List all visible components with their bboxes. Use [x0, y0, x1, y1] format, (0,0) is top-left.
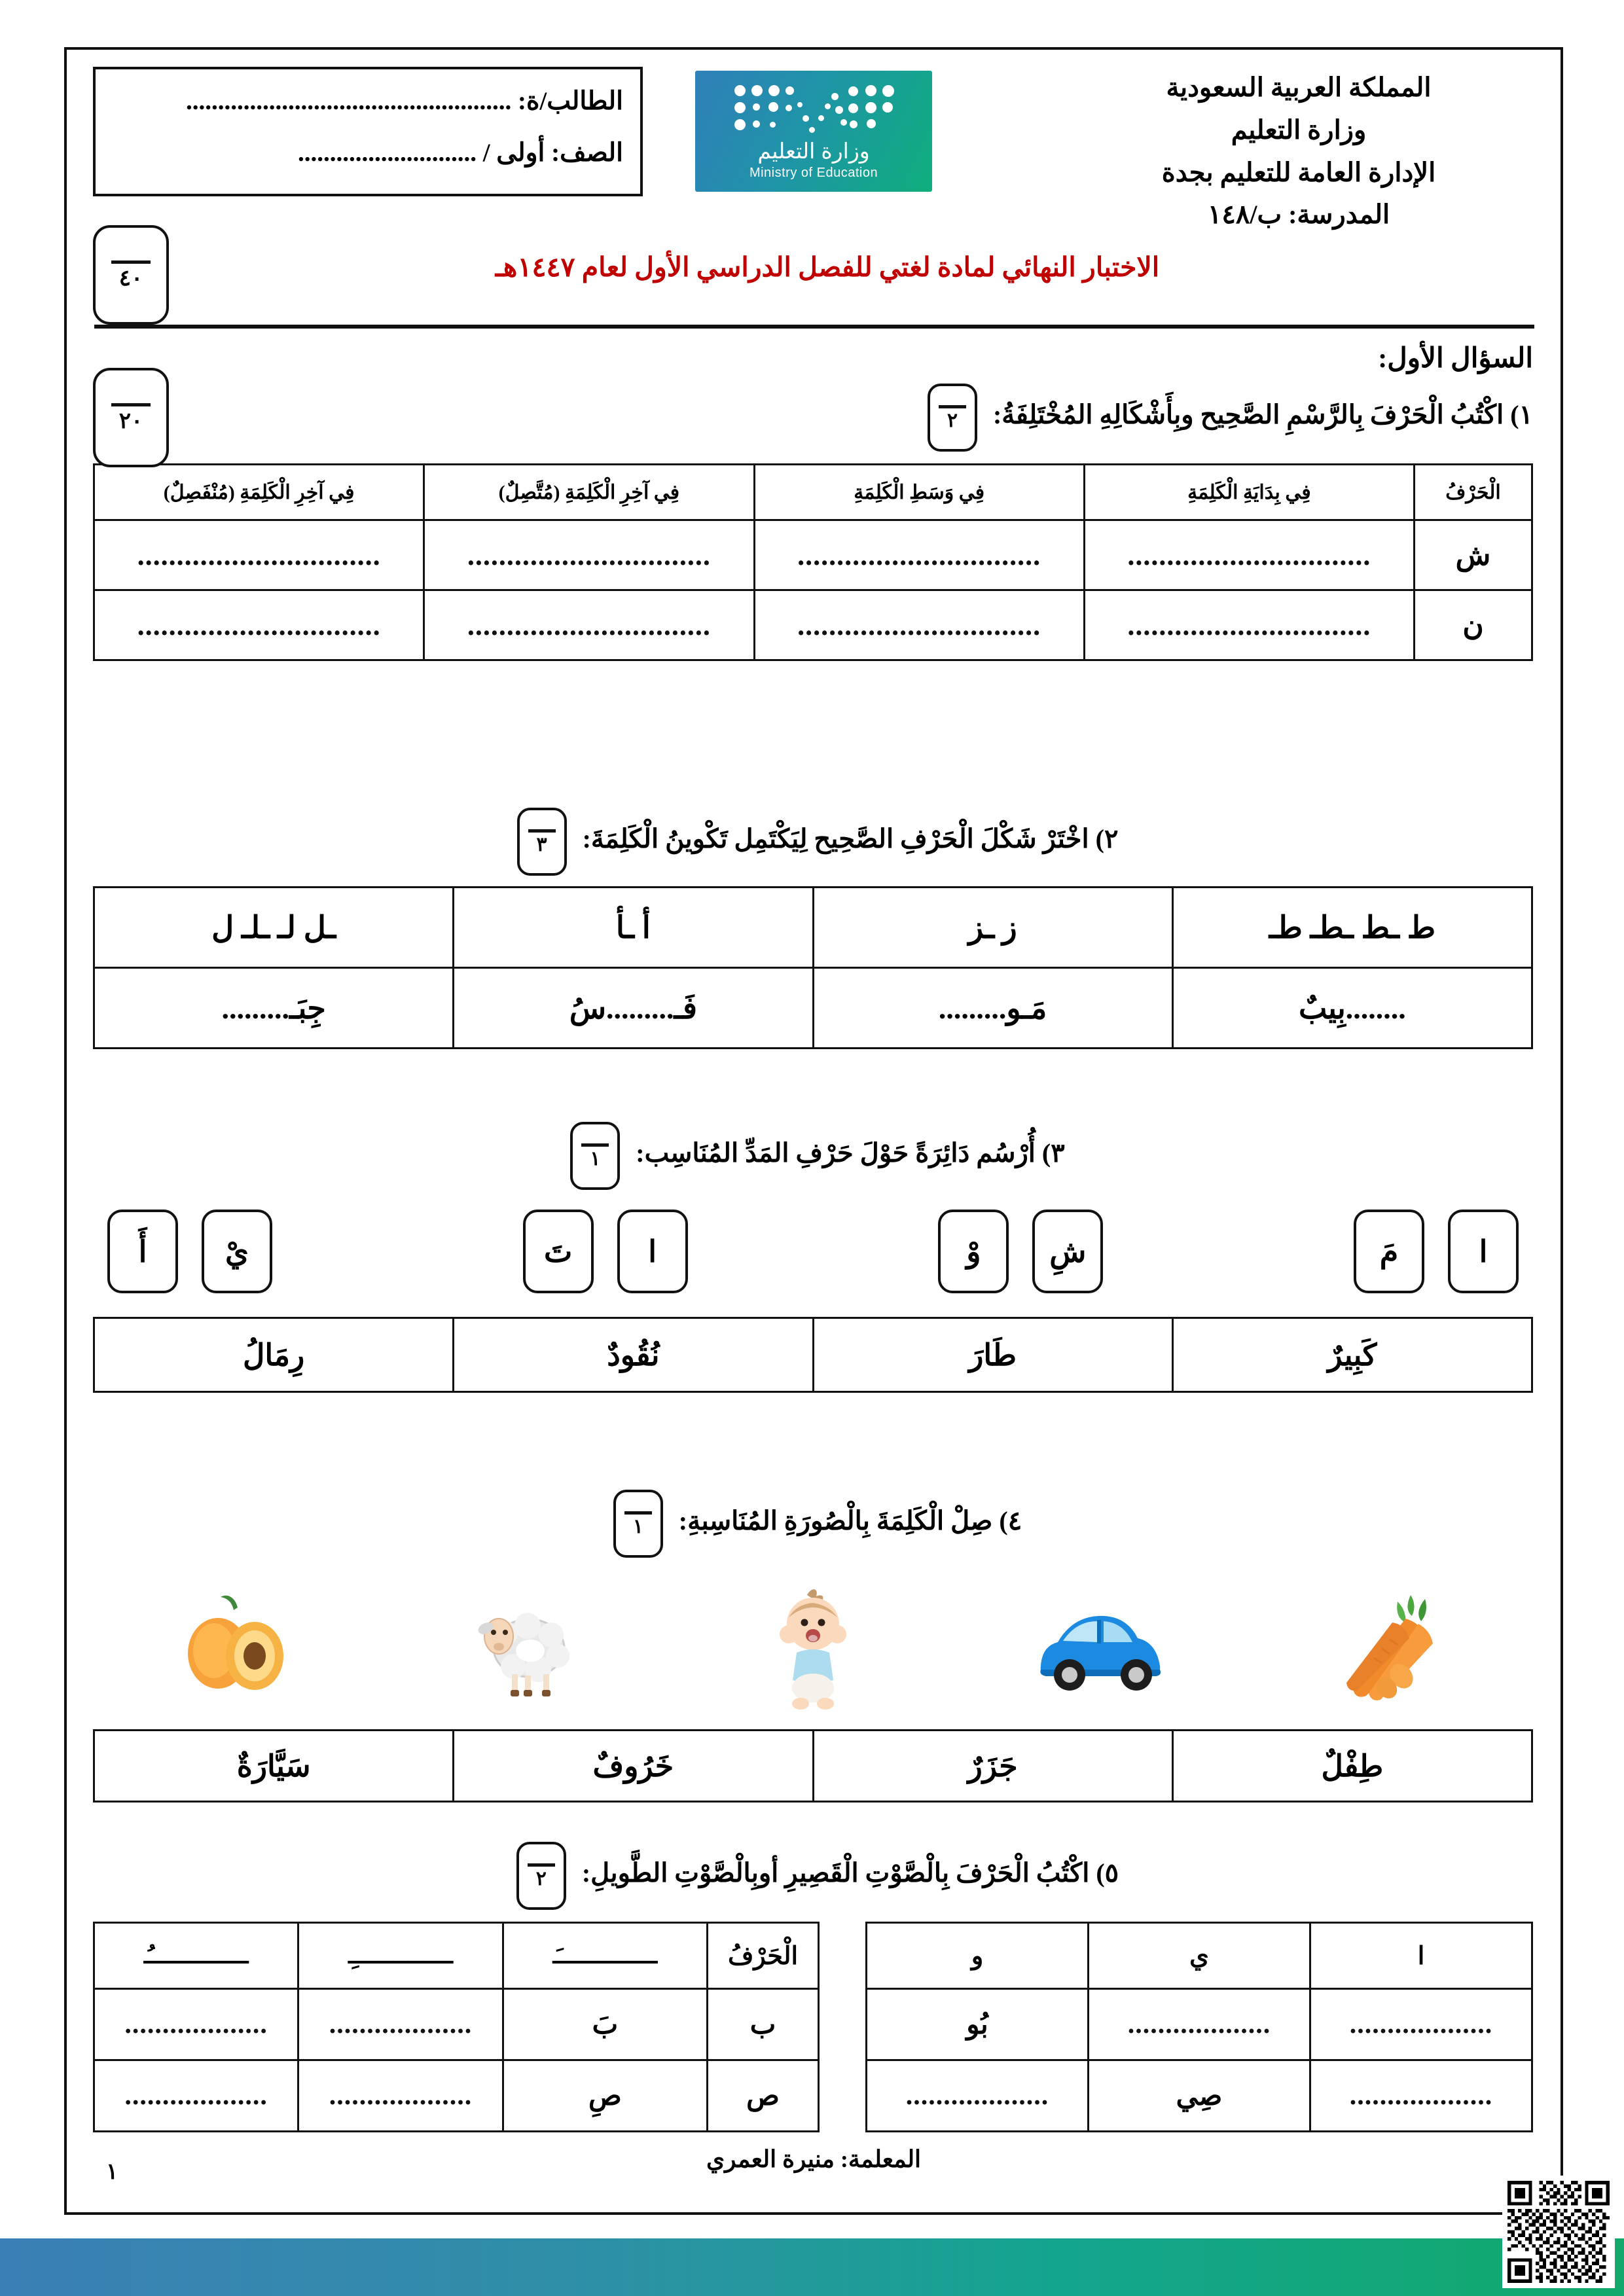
col-header-kasra: ـــــــِ: [298, 1923, 503, 1989]
col-header-ya: ي: [1089, 1923, 1310, 1989]
student-name-row: [113, 86, 623, 116]
col-header-fatha: ـــــــَ: [503, 1923, 707, 1989]
table-row: [94, 1731, 1532, 1802]
word-cell[interactable]: جِبَـ.........: [94, 968, 454, 1049]
question-2-mark-box: [517, 808, 567, 876]
question-2-table: [93, 886, 1533, 1049]
section-one: [93, 342, 1533, 661]
question-1-mark-box: [928, 384, 977, 452]
option-cell-alef[interactable]: أ ـأ: [454, 888, 813, 968]
question-1-text: اكْتُبُ الْحَرْفَ بِالرَّسْمِ الصَّحِيح وبِأَشْكَالِهِ المُخْتَلِفَةُ:: [992, 400, 1504, 430]
table-row: [867, 1989, 1532, 2060]
answer-cell[interactable]: ...............................: [94, 520, 424, 590]
question-4-picture-row: [93, 1575, 1533, 1712]
question-2-section: [93, 808, 1533, 1049]
header-line-school: المدرسة: ب/١٤٨: [1207, 200, 1390, 230]
mark-divider: [528, 829, 556, 833]
table-header-row: [94, 1923, 819, 1989]
student-class-input[interactable]: ............................: [297, 139, 477, 167]
answer-cell[interactable]: ...................: [867, 2060, 1089, 2132]
logo-dot-pattern: [732, 82, 895, 137]
total-mark-box: [93, 225, 169, 325]
page-header: [67, 58, 1561, 230]
mark-divider: [111, 403, 151, 406]
choice-pair: [1354, 1210, 1519, 1293]
question-4-mark-value: ١: [632, 1515, 643, 1537]
question-5-mark-value: ٢: [535, 1867, 547, 1890]
sheep-icon[interactable]: [450, 1581, 600, 1712]
question-1-heading: [93, 384, 1533, 452]
question-2-heading: [93, 808, 1533, 876]
answer-cell[interactable]: ...................: [94, 1989, 298, 2060]
choice-bubble[interactable]: شِ: [1032, 1210, 1103, 1293]
choice-pair: [107, 1210, 272, 1293]
question-5-section: [93, 1842, 1533, 2132]
exam-page: [64, 47, 1563, 2215]
question-3-mark-value: ١: [590, 1147, 601, 1170]
col-header-end-separate: فِي آخِرِ الْكَلِمَةِ (مُنْفَصِلٌ): [94, 465, 424, 520]
answer-cell[interactable]: ...................: [1310, 2060, 1532, 2132]
word-cell[interactable]: كَبِيرٌ: [1172, 1318, 1532, 1392]
word-cell[interactable]: جَزَرٌ: [813, 1731, 1172, 1802]
answer-cell[interactable]: صِي: [1089, 2060, 1310, 2132]
choice-bubble[interactable]: تَ: [523, 1210, 594, 1293]
word-cell[interactable]: نُقُودٌ: [454, 1318, 813, 1392]
question-5-number: ٥): [1096, 1858, 1119, 1888]
logo-english-label: Ministry of Education: [749, 165, 878, 180]
col-header-waw: و: [867, 1923, 1089, 1989]
option-cell-ta[interactable]: ط ـط ـطـ طـ: [1172, 888, 1532, 968]
table-row: [94, 2060, 819, 2132]
word-cell[interactable]: خَرُوفٌ: [454, 1731, 813, 1802]
student-class-label: الصف: أولى /: [482, 139, 623, 167]
choice-bubble[interactable]: ا: [617, 1210, 688, 1293]
choice-pair: [523, 1210, 688, 1293]
answer-cell[interactable]: ...............................: [1084, 520, 1414, 590]
col-header-damma: ـــــــُ: [94, 1923, 298, 1989]
answer-cell[interactable]: بُو: [867, 1989, 1089, 2060]
answer-cell[interactable]: بَ: [503, 1989, 707, 2060]
table-header-row: [94, 465, 1532, 520]
answer-cell[interactable]: ...............................: [94, 590, 424, 660]
question-4-mark-box: [613, 1490, 663, 1558]
question-2-number: ٢): [1095, 824, 1119, 854]
col-header-letter: الْحَرْفُ: [708, 1923, 819, 1989]
choice-bubble[interactable]: ا: [1448, 1210, 1519, 1293]
page-footer: [67, 2145, 1561, 2185]
section-one-mark-value: ٢٠: [118, 408, 143, 433]
answer-cell[interactable]: ...................: [94, 2060, 298, 2132]
table-row: [94, 520, 1532, 590]
teacher-name: المعلمة: منيرة العمري: [706, 2146, 922, 2172]
question-5-short-vowel-table: [93, 1922, 820, 2132]
choice-bubble[interactable]: أَ: [107, 1210, 178, 1293]
question-3-number: ٣): [1041, 1138, 1065, 1168]
mark-divider: [581, 1143, 609, 1147]
section-one-label: السؤال الأول:: [1378, 344, 1533, 374]
word-cell[interactable]: فَـ.........سُ: [454, 968, 813, 1049]
student-info-box: [93, 67, 643, 196]
question-4-section: [93, 1490, 1533, 1803]
option-cell-lam[interactable]: ـل لـ ـلـ ل: [94, 888, 454, 968]
answer-cell[interactable]: ...................: [298, 1989, 503, 2060]
question-1-table: [93, 463, 1533, 661]
mark-divider: [624, 1511, 652, 1515]
choice-bubble[interactable]: وْ: [938, 1210, 1009, 1293]
answer-cell[interactable]: ...................: [298, 2060, 503, 2132]
answer-cell[interactable]: ...............................: [754, 590, 1084, 660]
row-letter-noon: ن: [1415, 590, 1532, 660]
question-4-text: صِلْ الْكَلِمَةَ بِالْصُورَةِ المُنَاسِبةِ:: [678, 1506, 993, 1536]
question-5-mark-box: [516, 1842, 566, 1910]
qr-code[interactable]: [1502, 2176, 1615, 2288]
choice-bubble[interactable]: يْ: [202, 1210, 272, 1293]
answer-cell[interactable]: ...................: [1310, 1989, 1532, 2060]
section-one-mark-box: [93, 368, 169, 467]
word-cell[interactable]: سَيَّارَةٌ: [94, 1731, 454, 1802]
row-letter-sad: ص: [708, 2060, 819, 2132]
question-5-text: اكْتُبُ الْحَرْفَ بِالْصَّوْتِ الْقَصِيرِ أوبِالْصَّوْتِ الطَّويلِ:: [581, 1858, 1090, 1888]
peach-icon[interactable]: [162, 1581, 312, 1712]
answer-cell[interactable]: ...............................: [1084, 590, 1414, 660]
mark-divider: [528, 1863, 555, 1867]
question-2-text: اخْتَرْ شَكْلَ الْحَرْفِ الصَّحِيح لِيَكْتَمِل تَكْوينُ الْكَلِمَةَ:: [582, 824, 1089, 854]
mark-divider: [939, 405, 966, 408]
row-letter-ba: ب: [708, 1989, 819, 2060]
question-2-mark-value: ٣: [536, 833, 547, 855]
col-header-end-connected: فِي آخِرِ الْكَلِمَةِ (مُتَّصِلٌ): [424, 465, 754, 520]
word-cell[interactable]: طَارَ: [813, 1318, 1172, 1392]
question-3-heading: [93, 1122, 1533, 1190]
header-line-directorate: الإدارة العامة للتعليم بجدة: [1161, 157, 1436, 187]
bottom-gradient-band: [0, 2238, 1624, 2296]
choice-bubble[interactable]: مَ: [1354, 1210, 1424, 1293]
title-row: [67, 228, 1561, 319]
answer-cell[interactable]: ...............................: [424, 520, 754, 590]
word-cell[interactable]: مَـو.........: [813, 968, 1172, 1049]
table-row: [94, 1989, 819, 2060]
table-row-words: [94, 968, 1532, 1049]
header-divider: [94, 325, 1534, 329]
student-name-input[interactable]: ...................................................: [185, 87, 512, 115]
page-number: ١: [106, 2160, 118, 2184]
table-row: [94, 590, 1532, 660]
option-cell-zay[interactable]: ز ـز: [813, 888, 1172, 968]
col-header-letter: الْحَرْفُ: [1415, 465, 1532, 520]
col-header-alef: ا: [1310, 1923, 1532, 1989]
carrot-icon[interactable]: [1314, 1581, 1464, 1712]
total-mark-value: ٤٠: [118, 266, 143, 291]
ministry-header-block: [1063, 67, 1534, 236]
page-title: الاختبار النهائي لمادة لغتي للفصل الدراسي الأول لعام ١٤٤٧هـ: [495, 252, 1160, 282]
row-letter-sheen: ش: [1415, 520, 1532, 590]
answer-cell[interactable]: صِ: [503, 2060, 707, 2132]
table-row: [94, 1318, 1532, 1392]
question-1-mark-value: ٢: [947, 409, 958, 431]
question-3-text: أُرْسُم دَائِرَةً حَوْلَ حَرْفِ المَدِّ المُنَاسِب:: [636, 1138, 1036, 1168]
answer-cell[interactable]: ...............................: [424, 590, 754, 660]
header-line-kingdom: المملكة العربية السعودية: [1166, 73, 1432, 102]
question-4-words-table: [93, 1729, 1533, 1803]
question-4-number: ٤): [999, 1506, 1022, 1536]
car-icon[interactable]: [1026, 1581, 1176, 1712]
ministry-of-education-logo: [695, 71, 932, 192]
question-3-words-table: [93, 1317, 1533, 1393]
question-1-number: ١): [1510, 400, 1533, 430]
question-5-long-vowel-table: [865, 1922, 1533, 2132]
word-cell[interactable]: ........بِيبٌ: [1172, 968, 1532, 1049]
question-5-heading: [93, 1842, 1533, 1910]
student-class-row: [113, 138, 623, 168]
header-line-ministry: وزارة التعليم: [1231, 115, 1367, 145]
question-3-section: [93, 1122, 1533, 1393]
table-row-options: [94, 888, 1532, 968]
question-3-choice-row: [93, 1210, 1533, 1293]
word-cell[interactable]: طِفْلٌ: [1172, 1731, 1532, 1802]
word-cell[interactable]: رِمَالُ: [94, 1318, 454, 1392]
choice-pair: [938, 1210, 1103, 1293]
baby-icon[interactable]: [738, 1581, 888, 1712]
logo-arabic-label: وزارة التعليم: [757, 138, 870, 163]
answer-cell[interactable]: ...............................: [754, 520, 1084, 590]
table-header-row: [867, 1923, 1532, 1989]
col-header-beginning: فِي بِدَايَةِ الْكَلِمَةِ: [1084, 465, 1414, 520]
table-row: [867, 2060, 1532, 2132]
question-3-mark-box: [570, 1122, 620, 1190]
question-4-heading: [93, 1490, 1533, 1558]
mark-divider: [111, 260, 151, 264]
student-name-label: الطالب/ة:: [517, 87, 623, 115]
answer-cell[interactable]: ...................: [1089, 1989, 1310, 2060]
col-header-middle: فِي وَسَطِ الْكَلِمَةِ: [754, 465, 1084, 520]
